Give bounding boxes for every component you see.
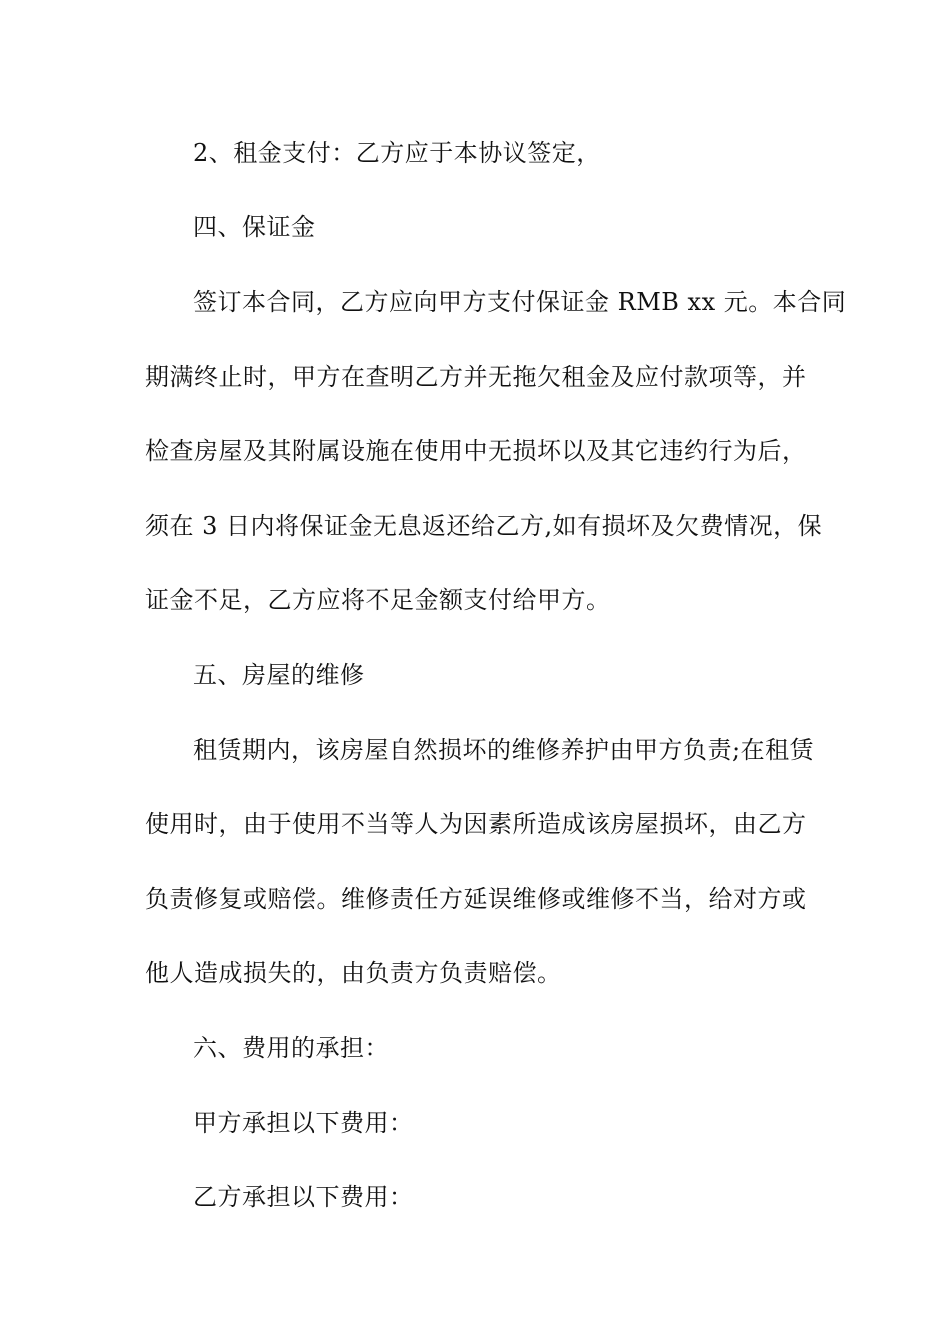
clause-rent-payment: 2、租金支付：乙方应于本协议签定， [193,139,601,167]
paragraph-line: 租赁期内，该房屋自然损坏的维修养护由甲方负责;在租赁 [193,736,815,764]
paragraph-line: 期满终止时，甲方在查明乙方并无拖欠租金及应付款项等，并 [145,363,807,391]
heading-expenses: 六、费用的承担： [193,1034,389,1062]
party-b-expenses: 乙方承担以下费用： [193,1183,414,1211]
paragraph-line: 检查房屋及其附属设施在使用中无损坏以及其它违约行为后， [145,437,807,465]
paragraph-line: 使用时，由于使用不当等人为因素所造成该房屋损坏，由乙方 [145,810,807,838]
paragraph-line: 证金不足，乙方应将不足金额支付给甲方。 [145,586,611,614]
heading-maintenance: 五、房屋的维修 [193,661,365,689]
paragraph-line: 负责修复或赔偿。维修责任方延误维修或维修不当，给对方或 [145,885,807,913]
party-a-expenses: 甲方承担以下费用： [193,1109,414,1137]
paragraph-line: 他人造成损失的，由负责方负责赔偿。 [145,959,562,987]
paragraph-line: 须在 3 日内将保证金无息返还给乙方,如有损坏及欠费情况，保 [145,512,823,540]
paragraph-line: 签订本合同，乙方应向甲方支付保证金 RMB xx 元。本合同 [193,288,847,316]
heading-deposit: 四、保证金 [193,213,316,241]
